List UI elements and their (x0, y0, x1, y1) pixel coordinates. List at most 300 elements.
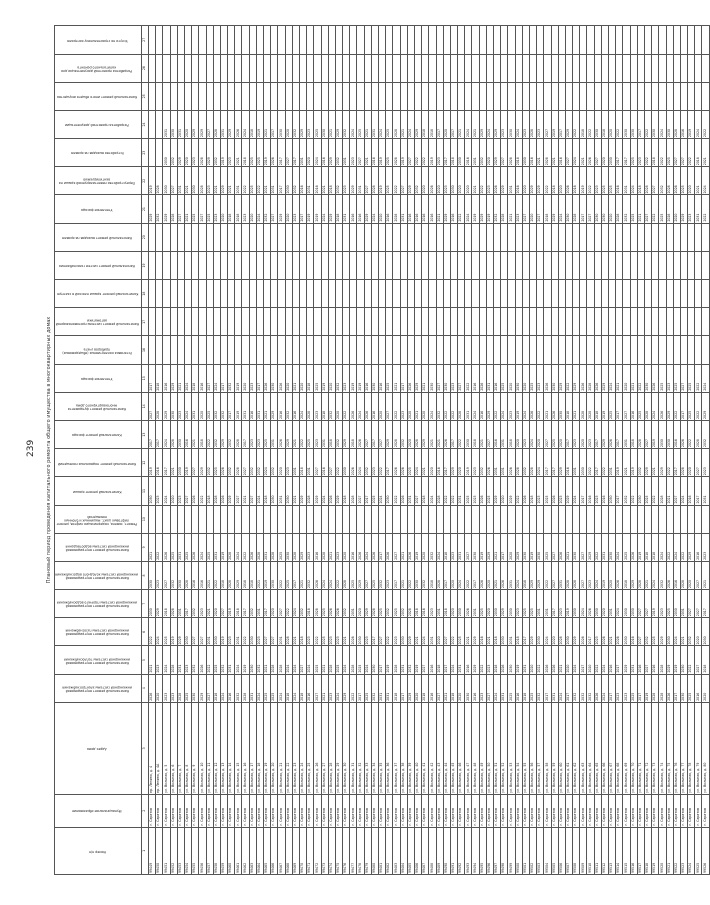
table-cell: 2024 (321, 561, 328, 589)
table-cell: 2018 (393, 674, 400, 702)
table-cell: 2032 (156, 195, 163, 223)
table-cell (149, 505, 156, 533)
table-cell: 2025 (680, 167, 687, 195)
table-cell: 2028 (695, 420, 702, 448)
table-cell (702, 280, 709, 308)
table-cell (321, 251, 328, 279)
table-cell: 2030 (666, 618, 673, 646)
table-cell: 2020 (414, 674, 421, 702)
table-cell (357, 336, 364, 364)
table-cell (235, 308, 242, 336)
table-cell: 2027 (544, 420, 551, 448)
column-number: 5 (142, 646, 149, 674)
table-cell: 2021 (537, 139, 544, 167)
column-header: Капитальный ремонт подвальных помещений (55, 449, 142, 477)
table-cell: 2030 (472, 533, 479, 561)
table-cell (594, 223, 601, 251)
table-cell (292, 336, 299, 364)
table-cell: г. Саратов (616, 794, 623, 827)
table-cell: 2019 (220, 618, 227, 646)
table-cell: 2027 (393, 533, 400, 561)
table-row (472, 26, 479, 875)
table-cell: 2016 (652, 646, 659, 674)
table-cell (249, 336, 256, 364)
table-cell: 2023 (537, 110, 544, 138)
table-cell: 2017 (594, 420, 601, 448)
table-cell: 2028 (659, 646, 666, 674)
table-cell (630, 251, 637, 279)
table-cell (228, 336, 235, 364)
table-cell: 2029 (472, 646, 479, 674)
table-cell: 2025 (184, 674, 191, 702)
table-cell: 2025 (508, 674, 515, 702)
table-cell: г. Саратов (443, 794, 450, 827)
table-cell: 2031 (343, 195, 350, 223)
table-cell: ул. Вольная, д. 28 (328, 702, 335, 794)
table-cell: 2024 (184, 364, 191, 392)
table-cell: 2016 (472, 364, 479, 392)
table-cell (156, 54, 163, 82)
table-cell: 2017 (565, 420, 572, 448)
table-cell (407, 280, 414, 308)
table-cell: пр. Ленина, д. 4А (156, 702, 163, 794)
table-cell: 2030 (170, 392, 177, 420)
table-cell: ул. Вольная, д. 29 (335, 702, 342, 794)
table-cell (386, 505, 393, 533)
table-cell: г. Саратов (659, 794, 666, 827)
table-cell: 2018 (328, 167, 335, 195)
table-cell (443, 82, 450, 110)
table-cell (149, 336, 156, 364)
table-cell (264, 26, 271, 55)
table-cell (400, 54, 407, 82)
table-cell: 2021 (551, 139, 558, 167)
column-header: Капитальный ремонт иного общего имущества (55, 82, 142, 110)
table-cell: 2019 (616, 449, 623, 477)
table-cell (206, 308, 213, 336)
table-cell: 2032 (386, 590, 393, 618)
table-cell (393, 26, 400, 55)
table-cell: 2027 (364, 420, 371, 448)
table-cell: 2020 (508, 533, 515, 561)
table-cell: 2028 (436, 561, 443, 589)
table-cell (558, 26, 565, 55)
table-cell (357, 280, 364, 308)
table-cell: 99492 (458, 827, 465, 874)
table-cell (264, 223, 271, 251)
table-cell: 2026 (350, 392, 357, 420)
table-cell: 2031 (407, 477, 414, 505)
table-cell: 2027 (644, 646, 651, 674)
table-cell: 2022 (616, 110, 623, 138)
table-cell (429, 280, 436, 308)
table-cell: 2030 (537, 618, 544, 646)
table-cell: 2028 (393, 139, 400, 167)
table-cell: 2027 (436, 364, 443, 392)
table-cell: 2023 (594, 618, 601, 646)
table-cell: ул. Вольная, д. 5 (163, 702, 170, 794)
table-cell (379, 82, 386, 110)
table-cell (616, 54, 623, 82)
table-cell (515, 223, 522, 251)
table-cell: 2023 (594, 477, 601, 505)
table-cell: 2016 (601, 477, 608, 505)
table-cell (292, 280, 299, 308)
table-cell: 2020 (601, 139, 608, 167)
table-cell (170, 505, 177, 533)
table-cell (702, 223, 709, 251)
table-cell (414, 82, 421, 110)
table-cell (450, 308, 457, 336)
table-cell: 2024 (321, 477, 328, 505)
table-cell: 99472 (314, 827, 321, 874)
table-row (515, 26, 522, 875)
table-cell (652, 280, 659, 308)
table-cell: 2028 (393, 420, 400, 448)
table-cell (314, 251, 321, 279)
table-cell: г. Саратов (307, 794, 314, 827)
table-cell: 2028 (292, 533, 299, 561)
table-cell: 2018 (644, 533, 651, 561)
table-cell: ул. Вольная, д. 63 (580, 702, 587, 794)
table-cell: 2016 (278, 392, 285, 420)
column-number: 11 (142, 477, 149, 505)
table-cell: 2030 (508, 646, 515, 674)
table-cell: 2030 (429, 364, 436, 392)
table-cell: 2029 (156, 590, 163, 618)
table-cell (616, 280, 623, 308)
table-cell: 2021 (206, 561, 213, 589)
table-cell: 2020 (343, 533, 350, 561)
table-cell: 2028 (228, 533, 235, 561)
table-cell: 2018 (436, 646, 443, 674)
table-cell: 2031 (573, 449, 580, 477)
table-row (350, 26, 357, 875)
table-cell (321, 54, 328, 82)
table-cell: 2019 (400, 139, 407, 167)
table-cell (278, 26, 285, 55)
table-cell: 2032 (220, 392, 227, 420)
table-cell: 2029 (479, 110, 486, 138)
table-cell: 2021 (414, 618, 421, 646)
table-cell: 2021 (558, 646, 565, 674)
table-cell: 2017 (371, 420, 378, 448)
table-cell: 2024 (702, 167, 709, 195)
table-cell (343, 251, 350, 279)
table-cell: 2032 (335, 420, 342, 448)
table-cell: 2020 (486, 561, 493, 589)
table-cell: 99509 (580, 827, 587, 874)
table-cell: 2024 (465, 110, 472, 138)
table-cell: 2031 (371, 110, 378, 138)
table-cell (644, 505, 651, 533)
table-cell: 2021 (264, 646, 271, 674)
table-cell: 2017 (149, 420, 156, 448)
table-cell (652, 336, 659, 364)
table-cell (494, 54, 501, 82)
table-cell (565, 54, 572, 82)
table-cell: 2021 (436, 195, 443, 223)
table-cell (149, 54, 156, 82)
table-cell: 2017 (220, 364, 227, 392)
column-number-row (142, 26, 149, 875)
column-number: 13 (142, 420, 149, 448)
table-cell (558, 505, 565, 533)
table-cell: 2031 (601, 533, 608, 561)
table-cell (587, 223, 594, 251)
table-cell: 2021 (580, 139, 587, 167)
table-cell (450, 82, 457, 110)
table-cell: 2026 (601, 618, 608, 646)
table-cell (314, 280, 321, 308)
table-cell: 2023 (429, 590, 436, 618)
table-cell: 2018 (630, 420, 637, 448)
table-cell: 2017 (623, 139, 630, 167)
table-cell: 2021 (264, 392, 271, 420)
table-cell: 2023 (666, 364, 673, 392)
table-cell: 2024 (321, 195, 328, 223)
table-cell: 2019 (479, 533, 486, 561)
table-cell (666, 336, 673, 364)
table-cell: 2026 (551, 392, 558, 420)
table-cell: ул. Вольная, д. 46 (458, 702, 465, 794)
table-cell: 2027 (163, 561, 170, 589)
table-cell (264, 280, 271, 308)
table-cell: г. Саратов (558, 794, 565, 827)
table-cell: 2031 (256, 590, 263, 618)
table-cell (321, 336, 328, 364)
table-cell: 2031 (321, 420, 328, 448)
table-cell: 99456 (199, 827, 206, 874)
table-cell: 2018 (508, 420, 515, 448)
table-cell: 2026 (407, 364, 414, 392)
table-cell: 2020 (220, 195, 227, 223)
table-cell (163, 505, 170, 533)
table-cell: 2022 (666, 449, 673, 477)
table-cell: 2028 (177, 674, 184, 702)
table-row (587, 26, 594, 875)
table-cell: 2027 (314, 674, 321, 702)
table-cell (479, 336, 486, 364)
table-cell (292, 82, 299, 110)
table-cell (314, 223, 321, 251)
table-cell (486, 308, 493, 336)
table-cell: ул. Вольная, д. 11 (206, 702, 213, 794)
table-cell: 2016 (199, 561, 206, 589)
table-cell: 2030 (357, 618, 364, 646)
table-cell (350, 223, 357, 251)
table-cell: 2031 (609, 590, 616, 618)
table-row (486, 26, 493, 875)
column-header: Адрес дома (55, 702, 142, 794)
table-cell: г. Саратов (271, 794, 278, 827)
table-cell (443, 251, 450, 279)
table-cell: 2022 (680, 533, 687, 561)
table-cell: г. Саратов (486, 794, 493, 827)
table-cell (371, 26, 378, 55)
column-header: Капитальный ремонт внутридомовой инженерной системы газоснабжения (55, 618, 142, 646)
table-cell: 2028 (213, 110, 220, 138)
table-cell: 2022 (659, 139, 666, 167)
table-cell: 2022 (695, 364, 702, 392)
table-cell: 2018 (307, 364, 314, 392)
table-cell: 99505 (551, 827, 558, 874)
table-cell: 99478 (357, 827, 364, 874)
table-cell: 2016 (321, 449, 328, 477)
table-cell: 2032 (307, 561, 314, 589)
table-cell: 2028 (156, 167, 163, 195)
table-cell: 2026 (587, 590, 594, 618)
table-cell (170, 54, 177, 82)
table-cell: 2026 (192, 533, 199, 561)
table-cell: 99521 (666, 827, 673, 874)
table-cell: 2029 (486, 533, 493, 561)
table-cell: 2018 (328, 420, 335, 448)
table-cell: 2026 (271, 139, 278, 167)
table-cell: 2020 (558, 420, 565, 448)
table-cell: 2026 (558, 533, 565, 561)
table-cell: 2022 (206, 420, 213, 448)
table-cell (594, 505, 601, 533)
table-cell: 2025 (386, 139, 393, 167)
column-header: Утепление фасада (55, 364, 142, 392)
column-header: Капитальный ремонт фундамента многоквартирного дома (55, 392, 142, 420)
table-cell (213, 26, 220, 55)
column-header: Капитальный ремонт системы противопожарной автоматики (55, 308, 142, 336)
table-cell: ул. Вольная, д. 23 (292, 702, 299, 794)
table-cell: 2017 (278, 139, 285, 167)
table-cell (616, 251, 623, 279)
table-cell: 2027 (486, 674, 493, 702)
table-cell: 2017 (580, 195, 587, 223)
table-cell: 2027 (299, 646, 306, 674)
table-row (465, 26, 472, 875)
table-cell: 2028 (659, 674, 666, 702)
table-cell: 2018 (321, 392, 328, 420)
table-cell: 2017 (673, 674, 680, 702)
table-cell: 2030 (573, 590, 580, 618)
table-cell: г. Саратов (213, 794, 220, 827)
table-cell: ул. Вольная, д. 71 (637, 702, 644, 794)
table-cell (652, 82, 659, 110)
table-cell (558, 308, 565, 336)
table-cell: 99514 (616, 827, 623, 874)
table-cell (630, 280, 637, 308)
table-cell: 2024 (256, 674, 263, 702)
table-cell: 2018 (299, 618, 306, 646)
table-cell (407, 336, 414, 364)
table-cell (551, 251, 558, 279)
table-cell: 2021 (429, 420, 436, 448)
table-cell: 2024 (458, 561, 465, 589)
table-cell: 2030 (565, 618, 572, 646)
table-row (184, 26, 191, 875)
table-cell: 2025 (256, 139, 263, 167)
table-cell (422, 280, 429, 308)
table-cell: 2017 (242, 590, 249, 618)
table-cell: 99476 (343, 827, 350, 874)
table-cell (328, 336, 335, 364)
table-cell: ул. Вольная, д. 17 (249, 702, 256, 794)
table-cell: 99450 (156, 827, 163, 874)
table-cell: 2023 (573, 420, 580, 448)
table-cell: г. Саратов (594, 794, 601, 827)
table-cell: ул. Вольная, д. 75 (666, 702, 673, 794)
table-cell (472, 251, 479, 279)
table-cell (529, 82, 536, 110)
table-cell: 2031 (695, 195, 702, 223)
table-cell: 2024 (429, 477, 436, 505)
table-cell: 2030 (680, 646, 687, 674)
table-cell: 2017 (443, 139, 450, 167)
table-cell (149, 251, 156, 279)
table-cell: 2025 (170, 533, 177, 561)
table-cell: 2029 (199, 674, 206, 702)
table-cell (544, 308, 551, 336)
table-cell: 2020 (587, 646, 594, 674)
table-cell (695, 336, 702, 364)
table-cell: 2031 (486, 364, 493, 392)
table-cell: 2020 (565, 646, 572, 674)
table-cell: 2031 (630, 646, 637, 674)
table-cell: 2030 (458, 590, 465, 618)
table-cell: 2016 (465, 139, 472, 167)
table-cell (357, 82, 364, 110)
table-cell: 2025 (673, 364, 680, 392)
table-cell (299, 308, 306, 336)
table-cell: 2032 (213, 420, 220, 448)
table-cell: 2023 (163, 674, 170, 702)
table-cell: 2020 (184, 110, 191, 138)
table-cell: 2023 (170, 674, 177, 702)
table-cell (472, 223, 479, 251)
table-cell: 2027 (695, 590, 702, 618)
table-cell: 99464 (256, 827, 263, 874)
table-cell (228, 505, 235, 533)
table-cell (264, 336, 271, 364)
table-cell: 2029 (271, 392, 278, 420)
table-cell: г. Саратов (429, 794, 436, 827)
table-cell: г. Саратов (350, 794, 357, 827)
table-cell: 2032 (220, 646, 227, 674)
table-cell (343, 336, 350, 364)
table-cell (429, 505, 436, 533)
table-cell: 2024 (163, 420, 170, 448)
table-cell (666, 223, 673, 251)
column-number: 16 (142, 336, 149, 364)
table-cell: 2020 (465, 167, 472, 195)
table-row (177, 26, 184, 875)
table-cell (529, 251, 536, 279)
table-cell: 2028 (307, 477, 314, 505)
table-cell: 2018 (213, 674, 220, 702)
table-row (256, 26, 263, 875)
table-cell: 2026 (501, 561, 508, 589)
table-cell (228, 82, 235, 110)
table-cell: 2021 (695, 167, 702, 195)
table-cell: 2026 (386, 533, 393, 561)
table-cell: 99471 (307, 827, 314, 874)
table-cell: 2025 (184, 533, 191, 561)
table-cell: 2027 (695, 561, 702, 589)
table-cell: 2022 (350, 674, 357, 702)
table-cell: 2032 (249, 449, 256, 477)
table-cell: 2020 (242, 364, 249, 392)
table-cell: 2016 (192, 561, 199, 589)
table-cell (472, 280, 479, 308)
table-row (630, 26, 637, 875)
column-header: Ремонт, замена, модернизация лифтов, ремонт лифтовых шахт, машинных и блочных помещений (55, 505, 142, 533)
